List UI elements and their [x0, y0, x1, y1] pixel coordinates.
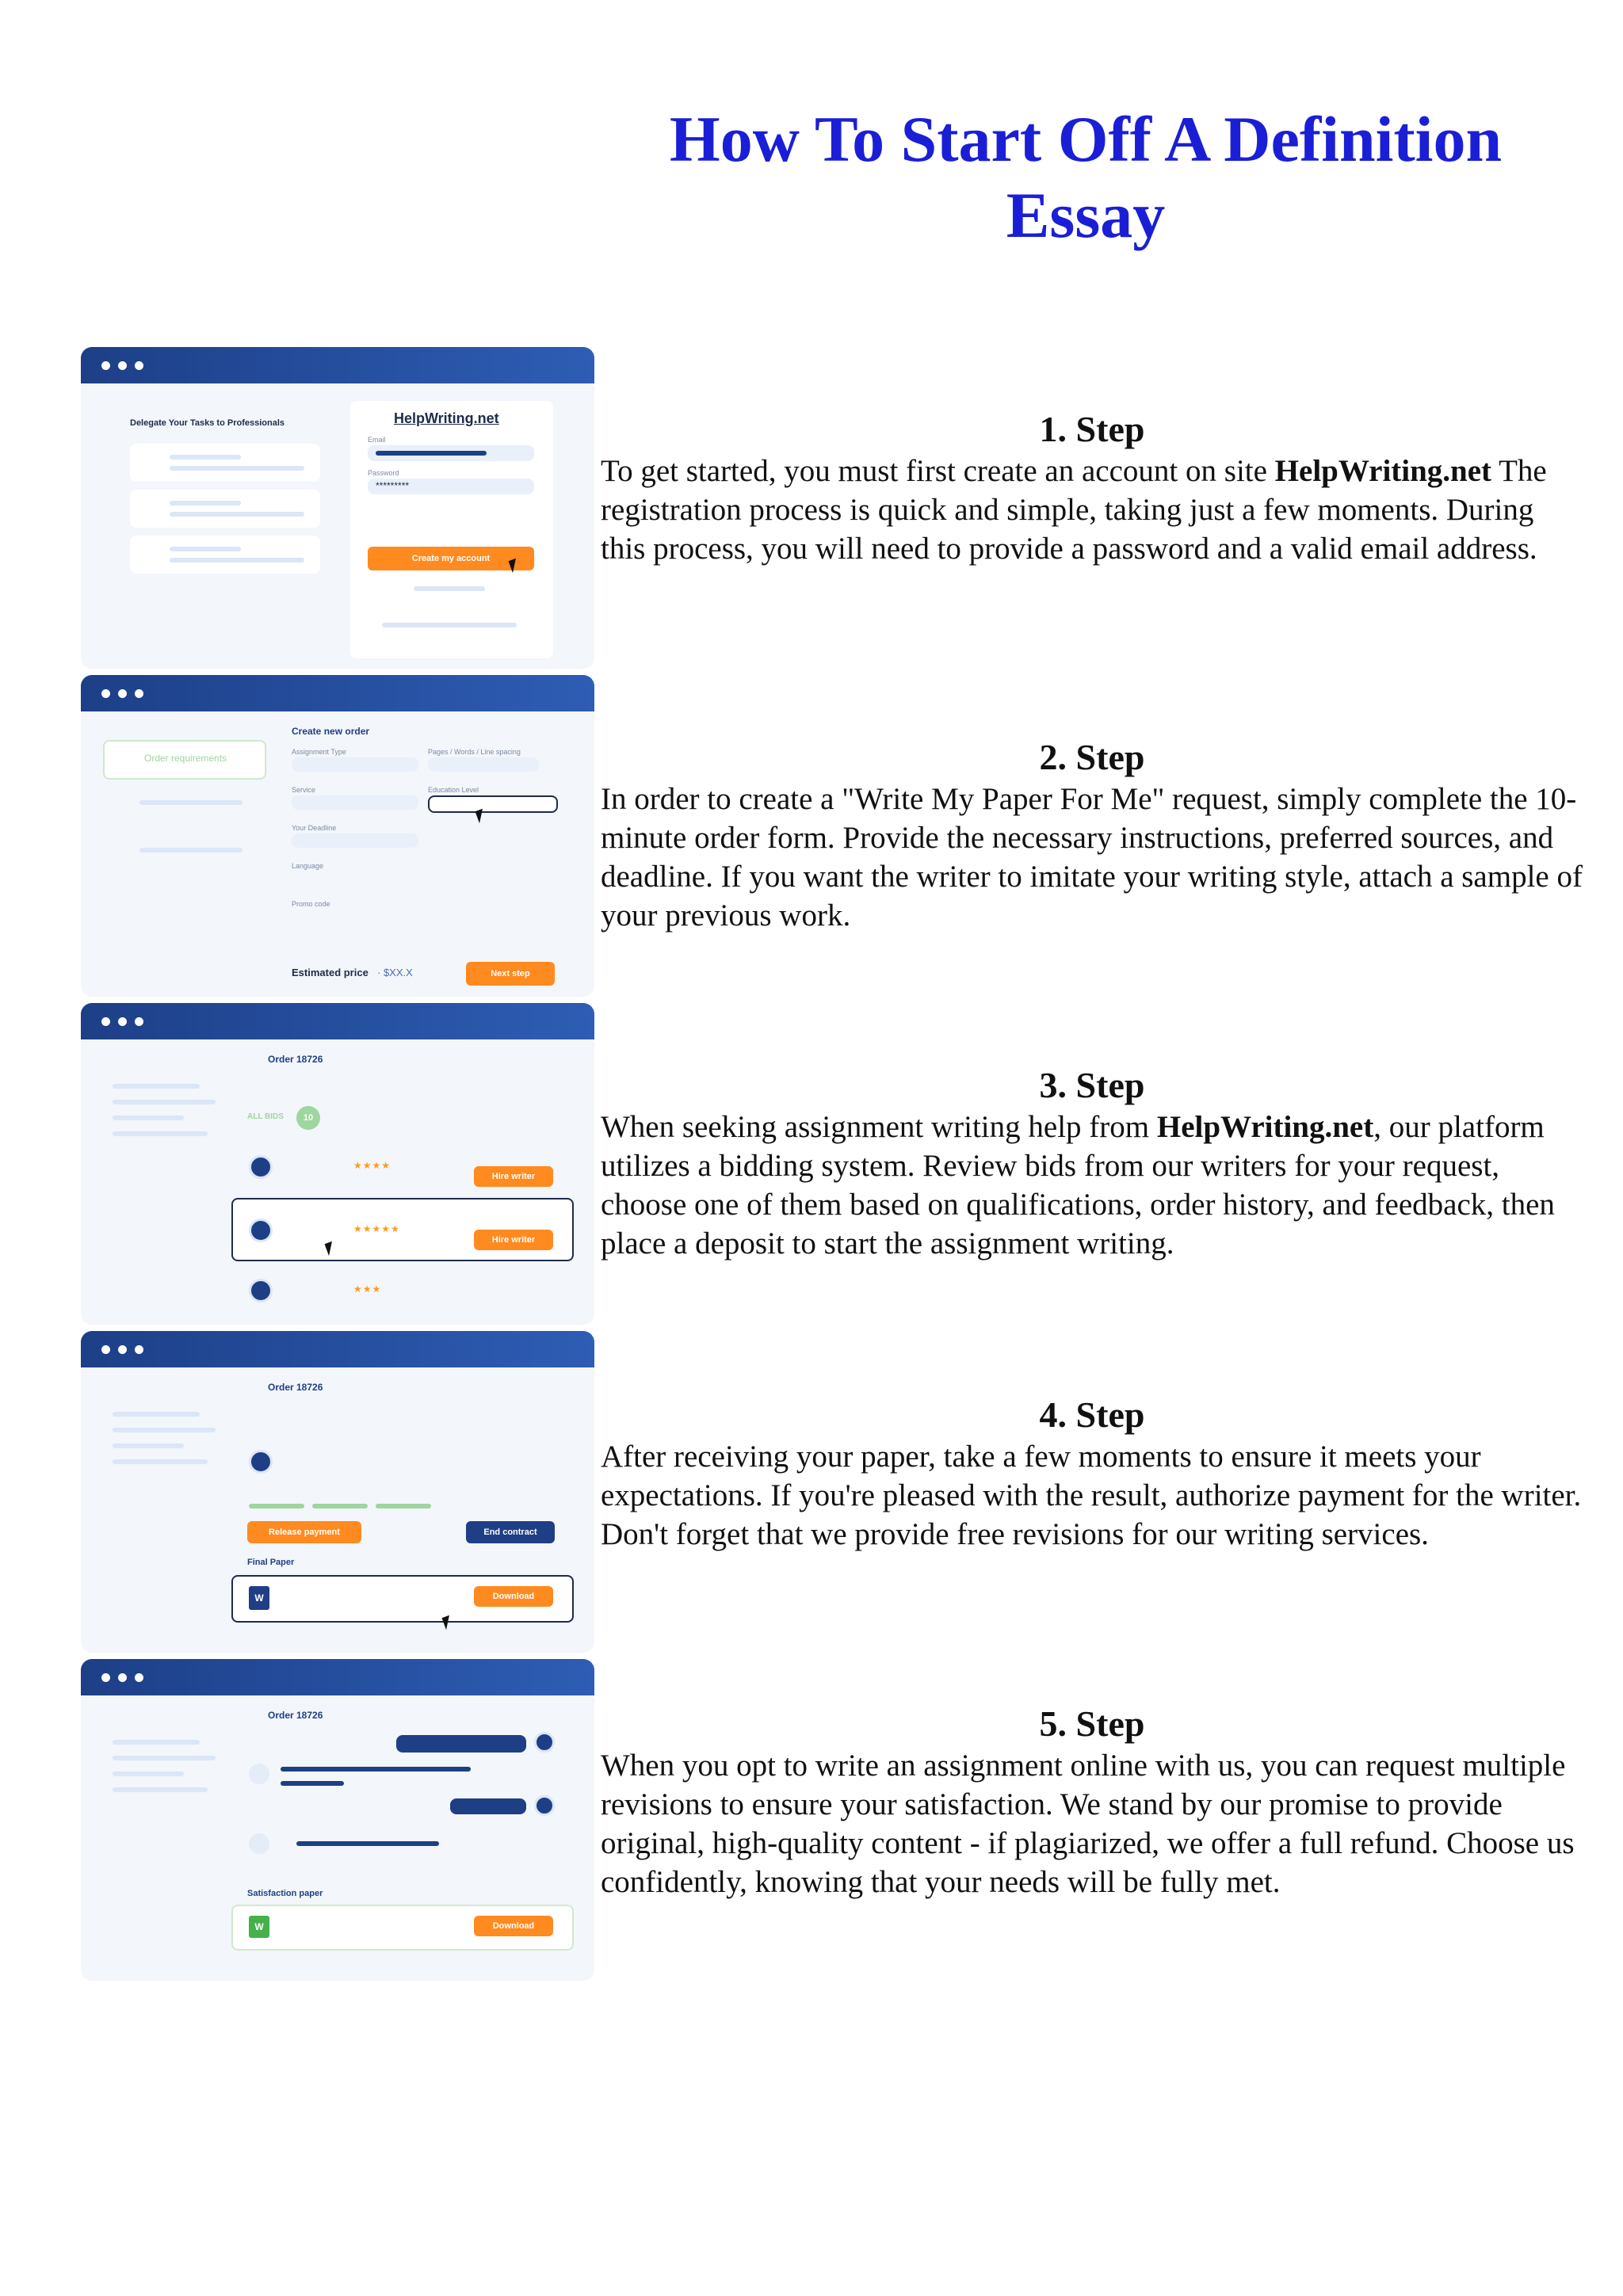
hire-writer-button[interactable]: Hire writer: [474, 1230, 553, 1250]
order-number: Order 18726: [268, 1054, 323, 1065]
step-text: After receiving your paper, take a few moments to ensure it meets your expectations. If you're pleased with the result, authorize payment for the writer. Don't forget that we provide free revisions for our writing services.: [601, 1440, 1582, 1551]
screenshot-bids: [81, 1003, 594, 1325]
assignment-type-label: Assignment Type: [292, 748, 346, 756]
writer-avatar: [249, 1279, 273, 1302]
estimated-price-value: · $XX.X: [377, 967, 413, 978]
window-bar: [81, 347, 594, 383]
step-3: [601, 1063, 1583, 1263]
order-number: Order 18726: [268, 1710, 323, 1721]
step-text: In order to create a "Write My Paper For Me" request, simply complete the 10-minute order form. Provide the necessary instructions, preferred sources, and deadline. If you want the writer to imitate your writing style, attach a sample of your previous work.: [601, 782, 1583, 933]
writer-avatar: [249, 1764, 269, 1784]
user-avatar: [534, 1732, 555, 1753]
step-4: [601, 1393, 1583, 1554]
next-step-button[interactable]: Next step: [466, 962, 555, 986]
writer-avatar: [249, 1833, 269, 1854]
deadline-label: Your Deadline: [292, 824, 337, 832]
window-bar: [81, 1003, 594, 1039]
brand-link: HelpWriting.net: [1156, 1110, 1374, 1144]
rating-stars: ★★★★: [353, 1160, 391, 1171]
chat-bubble-outgoing: [396, 1735, 526, 1753]
password-mask: *********: [376, 480, 410, 491]
rating-stars: ★★★: [353, 1283, 382, 1295]
step-text: When you opt to write an assignment online with us, you can request multiple revisions to ensure your satisfaction. We stand by our promise to provide original, high-quality content - if plagiarized, we offer a full refund. Choose us confidently, knowing that your needs will be fully met.: [601, 1749, 1575, 1899]
writer-avatar: [249, 1450, 273, 1474]
step-heading: 3. Step: [1039, 1065, 1145, 1105]
pages-label: Pages / Words / Line spacing: [428, 748, 521, 756]
step-heading: 2. Step: [1039, 737, 1145, 777]
logo: HelpWriting.net: [394, 410, 499, 426]
screenshot-order-form: [81, 675, 594, 997]
step-heading: 5. Step: [1039, 1703, 1145, 1744]
password-label: Password: [368, 469, 399, 477]
step-heading: 1. Step: [1039, 409, 1145, 449]
page-title: How To Start Off A Definition Essay: [669, 103, 1503, 251]
email-label: Email: [368, 436, 386, 444]
promo-label: Promo code: [292, 900, 330, 908]
download-button[interactable]: Download: [474, 1916, 553, 1936]
feature-card: [130, 490, 320, 528]
brand-link: HelpWriting.net: [1274, 454, 1492, 488]
word-file-icon: W: [249, 1586, 269, 1610]
window-bar: [81, 1331, 594, 1367]
chat-bubble-outgoing: [450, 1798, 526, 1814]
hire-writer-button[interactable]: Hire writer: [474, 1166, 553, 1187]
satisfaction-paper-label: Satisfaction paper: [247, 1889, 323, 1898]
order-number: Order 18726: [268, 1382, 323, 1393]
bids-count-badge: 10: [296, 1106, 320, 1130]
user-avatar: [534, 1795, 555, 1816]
language-label: Language: [292, 862, 324, 870]
step-2: [601, 735, 1583, 935]
word-file-icon: W: [249, 1916, 269, 1938]
service-label: Service: [292, 786, 316, 794]
release-payment-button[interactable]: Release payment: [247, 1521, 361, 1543]
window-bar: [81, 675, 594, 711]
final-paper-label: Final Paper: [247, 1558, 295, 1567]
education-label: Education Level: [428, 786, 479, 794]
screenshot-final-paper: [81, 1331, 594, 1653]
end-contract-button[interactable]: End contract: [466, 1521, 555, 1543]
step-text: When seeking assignment writing help from HelpWriting.net, our platform utilizes a bidding system. Review bids from our writers for your request, choose one of them based on qualifications, order history, and feedback, then place a deposit to start the assignment writing.: [601, 1110, 1555, 1261]
estimated-price-label: Estimated price: [292, 967, 369, 978]
feature-card: [130, 444, 320, 482]
rating-stars: ★★★★★: [353, 1223, 400, 1234]
create-order-heading: Create new order: [292, 726, 370, 737]
step-1: [601, 407, 1583, 568]
writer-avatar: [249, 1155, 273, 1179]
screenshot-signup: [81, 347, 594, 669]
window-bar: [81, 1659, 594, 1695]
delegate-heading: Delegate Your Tasks to Professionals: [130, 418, 285, 428]
download-button[interactable]: Download: [474, 1586, 553, 1607]
feature-card: [130, 536, 320, 574]
education-select[interactable]: [428, 795, 558, 813]
all-bids-label: ALL BIDS: [247, 1112, 284, 1121]
writer-avatar: [249, 1219, 273, 1242]
screenshot-revisions: [81, 1659, 594, 1981]
step-heading: 4. Step: [1039, 1394, 1145, 1435]
step-5: [601, 1702, 1583, 1901]
create-account-button[interactable]: Create my account: [368, 547, 534, 570]
step-text: To get started, you must first create an account on site HelpWriting.net The registration process is quick and simple, taking just a few moments. During this process, you will need to provide a password and a valid email address.: [601, 454, 1547, 566]
order-requirements-label: Order requirements: [144, 753, 227, 764]
